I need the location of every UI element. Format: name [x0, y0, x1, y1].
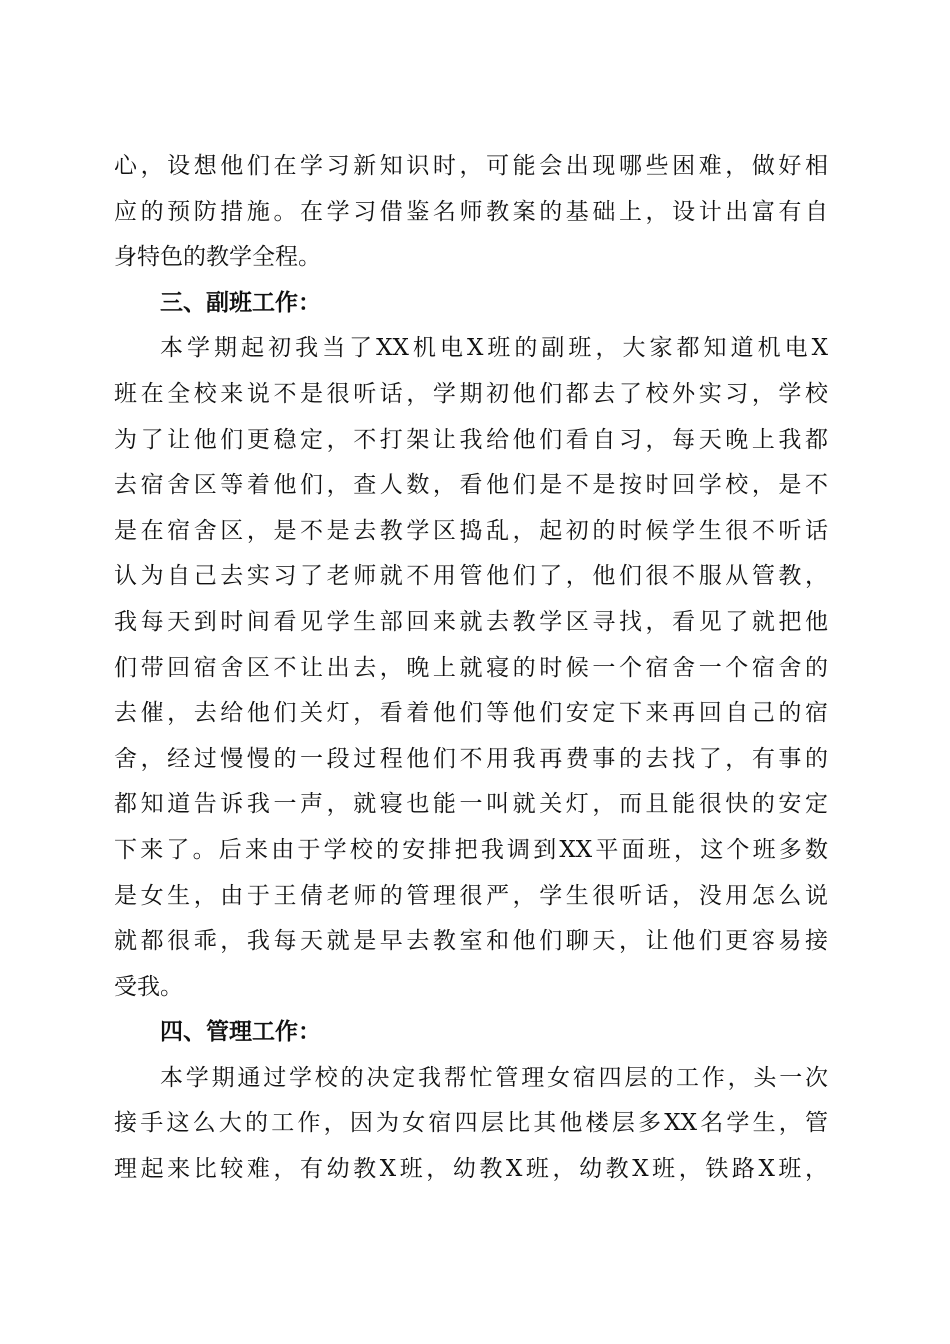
paragraph-line: 接手这么大的工作，因为女宿四层比其他楼层多XX名学生，管 — [114, 1110, 828, 1137]
paragraph-line: 本学期起初我当了XX机电X班的副班，大家都知道机电X — [160, 335, 828, 362]
paragraph-line: 班在全校来说不是很听话，学期初他们都去了校外实习，学校 — [114, 380, 828, 407]
paragraph-line: 身特色的教学全程。 — [114, 244, 321, 271]
section-heading-management-work: 四、管理工作： — [160, 1019, 321, 1046]
paragraph-line: 都知道告诉我一声，就寝也能一叫就关灯，而且能很快的安定 — [114, 791, 828, 818]
document-body — [114, 144, 828, 1193]
paragraph-line: 下来了。后来由于学校的安排把我调到XX平面班，这个班多数 — [114, 836, 828, 863]
paragraph-line: 们带回宿舍区不让出去，晚上就寝的时候一个宿舍一个宿舍的 — [114, 654, 828, 681]
section-heading-vice-class-work: 三、副班工作： — [160, 289, 321, 316]
paragraph-line: 是在宿舍区，是不是去教学区捣乱，起初的时候学生很不听话 — [114, 517, 828, 544]
paragraph-line: 应的预防措施。在学习借鉴名师教案的基础上，设计出富有自 — [114, 198, 828, 225]
paragraph-line: 我每天到时间看见学生部回来就去教学区寻找，看见了就把他 — [114, 608, 828, 635]
paragraph-line: 就都很乖，我每天就是早去教室和他们聊天，让他们更容易接 — [114, 928, 828, 955]
paragraph-line: 去催，去给他们关灯，看着他们等他们安定下来再回自己的宿 — [114, 700, 828, 727]
paragraph-line: 为了让他们更稳定，不打架让我给他们看自习，每天晚上我都 — [114, 426, 828, 453]
paragraph-line: 受我。 — [114, 973, 183, 1000]
paragraph-line: 舍，经过慢慢的一段过程他们不用我再费事的去找了，有事的 — [114, 745, 828, 772]
paragraph-line: 心，设想他们在学习新知识时，可能会出现哪些困难，做好相 — [114, 153, 828, 179]
paragraph-line: 是女生，由于王倩老师的管理很严，学生很听话，没用怎么说 — [114, 882, 828, 909]
paragraph-line: 理起来比较难，有幼教X班，幼教X班，幼教X班，铁路X班， — [114, 1156, 828, 1183]
paragraph-line: 本学期通过学校的决定我帮忙管理女宿四层的工作，头一次 — [160, 1064, 828, 1091]
paragraph-line: 认为自己去实习了老师就不用管他们了，他们很不服从管教， — [114, 563, 828, 590]
paragraph-line: 去宿舍区等着他们，查人数，看他们是不是按时回学校，是不 — [114, 472, 828, 499]
